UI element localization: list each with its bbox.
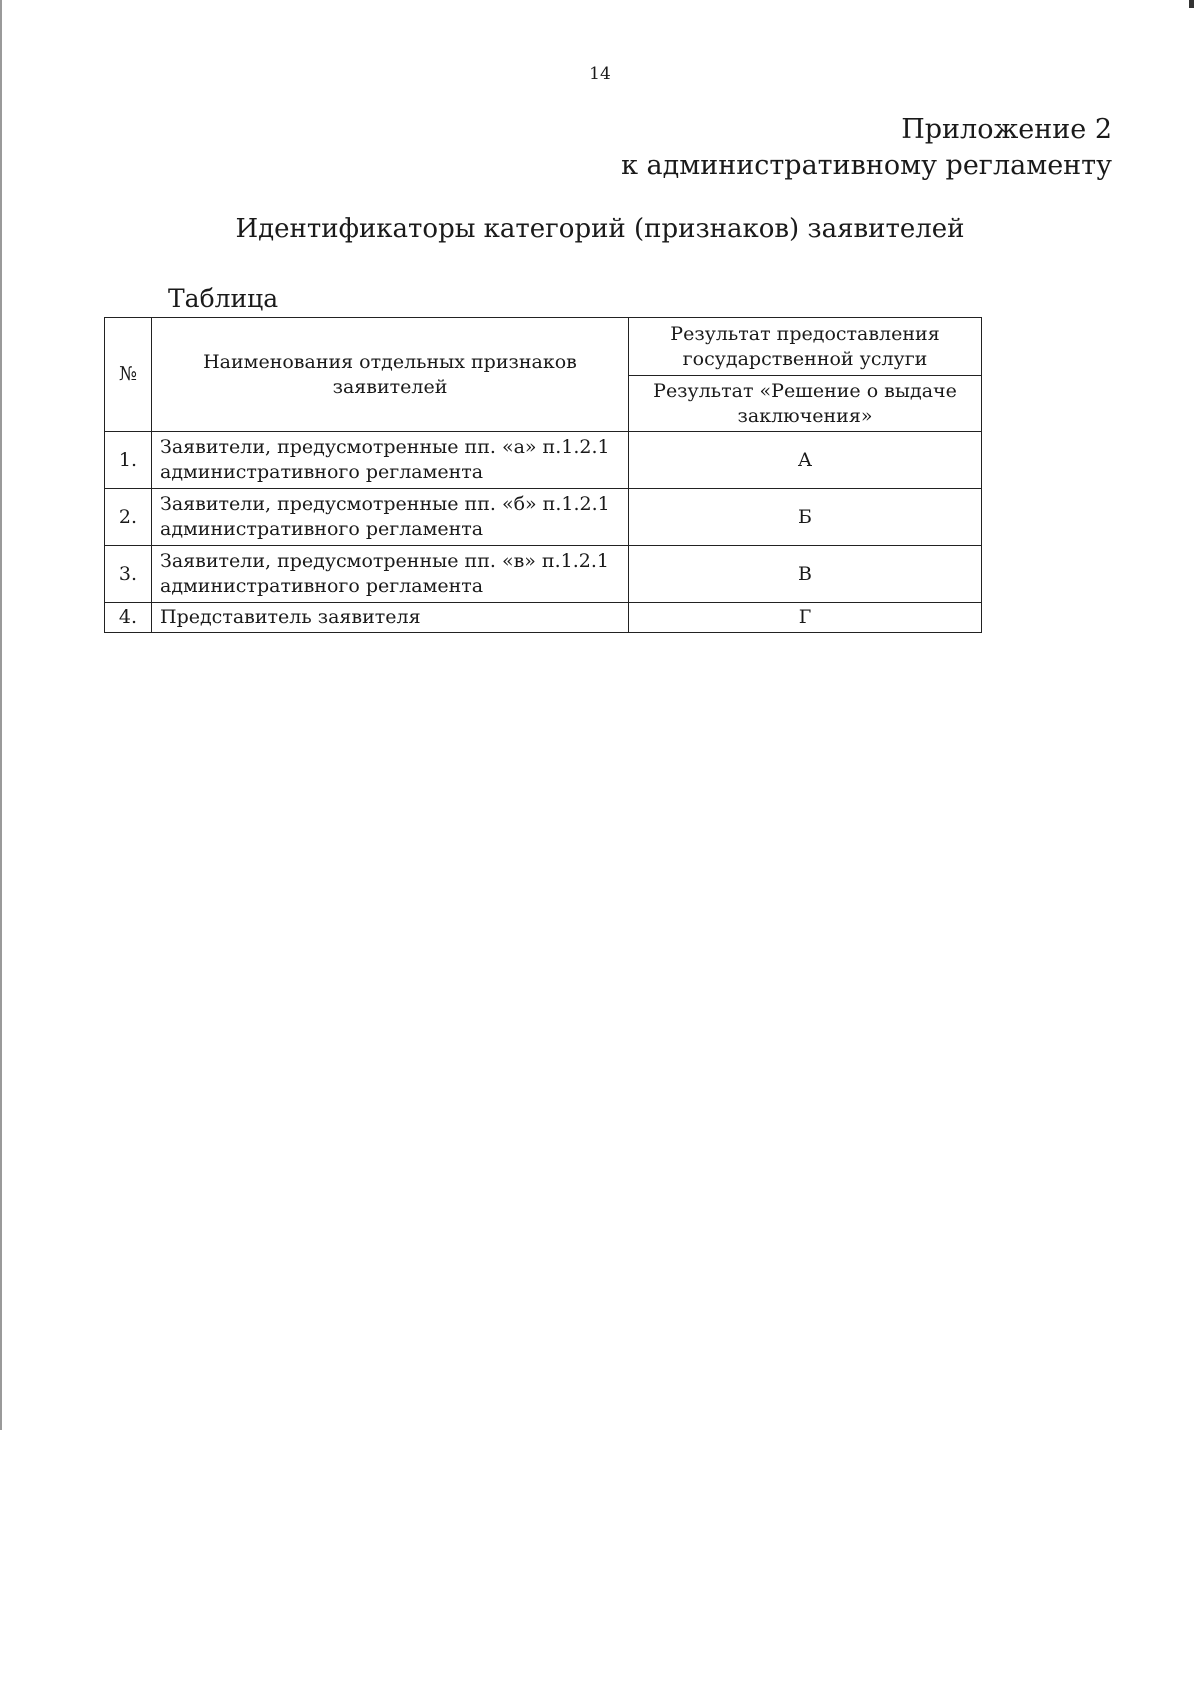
header-name: Наименования отдельных признаков заявителей	[152, 318, 629, 432]
header-number: №	[105, 318, 152, 432]
table-row	[105, 603, 982, 633]
row-name: Представитель заявителя	[152, 603, 629, 633]
applicant-categories-table	[104, 317, 982, 633]
document-title: Идентификаторы категорий (признаков) заявителей	[235, 214, 965, 244]
table-row	[105, 432, 982, 489]
table-caption: Таблица	[168, 284, 279, 313]
appendix-line-1: Приложение 2	[901, 114, 1112, 145]
appendix-heading	[621, 112, 1112, 184]
scan-corner-mark	[1189, 0, 1194, 8]
row-number: 1.	[105, 432, 152, 489]
table-header-row	[105, 318, 982, 376]
row-number: 2.	[105, 489, 152, 546]
appendix-line-2: к административному регламенту	[621, 150, 1112, 181]
row-name: Заявители, предусмотренные пп. «в» п.1.2.1 административного регламента	[152, 546, 629, 603]
page-number: 14	[589, 64, 611, 84]
row-result: Г	[629, 603, 982, 633]
row-result: В	[629, 546, 982, 603]
row-name: Заявители, предусмотренные пп. «б» п.1.2.1 административного регламента	[152, 489, 629, 546]
row-result: Б	[629, 489, 982, 546]
row-result: А	[629, 432, 982, 489]
table-row	[105, 489, 982, 546]
header-result-sub: Результат «Решение о выдаче заключения»	[629, 376, 982, 432]
header-result-group: Результат предоставления государственной услуги	[629, 318, 982, 376]
table-row	[105, 546, 982, 603]
row-number: 4.	[105, 603, 152, 633]
row-number: 3.	[105, 546, 152, 603]
row-name: Заявители, предусмотренные пп. «а» п.1.2.1 административного регламента	[152, 432, 629, 489]
